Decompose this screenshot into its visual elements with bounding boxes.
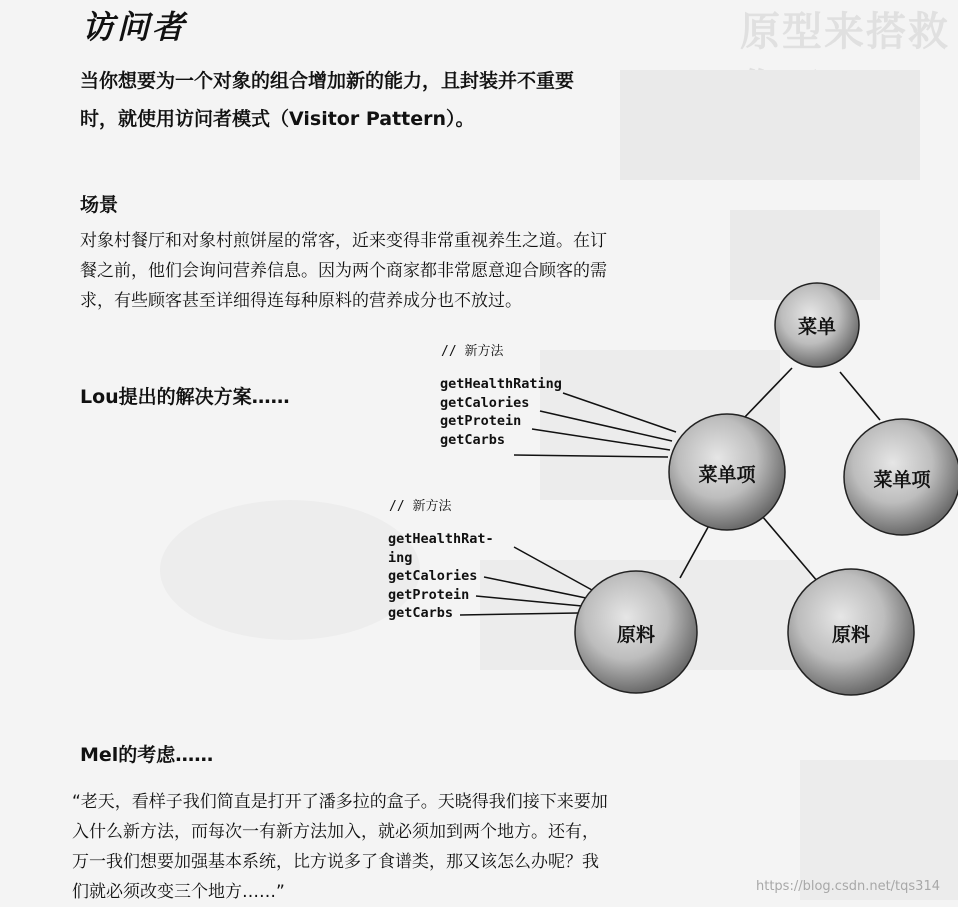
method-list-menu-item — [440, 375, 562, 449]
leader-line — [563, 393, 676, 432]
scenario-heading: 场景 — [80, 194, 119, 216]
edge-menu-item-to-ingredient-1 — [680, 520, 712, 578]
new-methods-comment: // 新方法 — [389, 499, 452, 514]
method-name: getCalories — [440, 394, 530, 411]
node-ingredient — [575, 571, 697, 693]
node-label: 原料 — [616, 624, 656, 646]
watermark: https://blog.csdn.net/tqs314 — [756, 879, 940, 894]
mel-quote: “老天，看样子我们简直是打开了潘多拉的盒子。天晓得我们接下来要加入什么新方法，而每次一有新方法加入，就必须加到两个地方。还有，万一我们想要加强基本系统，比方说多了食谱类，那又该怎么办呢？我们就必须改变三个地方……” — [72, 792, 608, 902]
method-name: getCalories — [388, 568, 478, 584]
node-label: 菜单项 — [698, 464, 756, 486]
node-ingredient — [788, 569, 914, 695]
edge-menu-to-menu-item-2 — [840, 372, 880, 420]
method-name: getCarbs — [440, 431, 506, 448]
method-name: ing — [388, 549, 413, 566]
node-label: 菜单 — [797, 316, 837, 338]
bleed-through-title: 原型来搭救 — [740, 8, 950, 55]
node-menu-item — [669, 414, 785, 530]
leader-line — [514, 547, 592, 590]
node-menu — [775, 283, 859, 367]
lou-solution-heading: Lou提出的解决方案…… — [80, 386, 290, 408]
method-name: getProtein — [388, 586, 470, 603]
leader-line — [514, 455, 668, 457]
node-menu-item — [844, 419, 958, 535]
node-label: 菜单项 — [873, 469, 931, 491]
method-name: getHealthRating — [440, 376, 562, 392]
intro-text: 当你想要为一个对象的组合增加新的能力，且封装并不重要时，就使用访问者模式（Visitor Pattern）。 — [80, 70, 575, 130]
method-name: getHealthRat- — [388, 531, 494, 547]
edge-menu-item-to-ingredient-2 — [762, 516, 818, 582]
edge-menu-to-menu-item-1 — [742, 368, 792, 420]
leader-line — [484, 577, 586, 598]
scenario-text: 对象村餐厅和对象村煎饼屋的常客，近来变得非常重视养生之道。在订餐之前，他们会询问营养信息。因为两个商家都非常愿意迎合顾客的需求，有些顾客甚至详细得连每种原料的营养成分也不放过。 — [80, 231, 607, 311]
method-list-ingredient — [388, 530, 494, 623]
page-title: 访问者 — [82, 8, 188, 46]
method-name: getCarbs — [388, 605, 454, 621]
method-name: getProtein — [440, 413, 522, 429]
new-methods-comment: // 新方法 — [441, 344, 504, 359]
mel-heading: Mel的考虑…… — [80, 744, 214, 766]
node-label: 原料 — [831, 624, 871, 646]
